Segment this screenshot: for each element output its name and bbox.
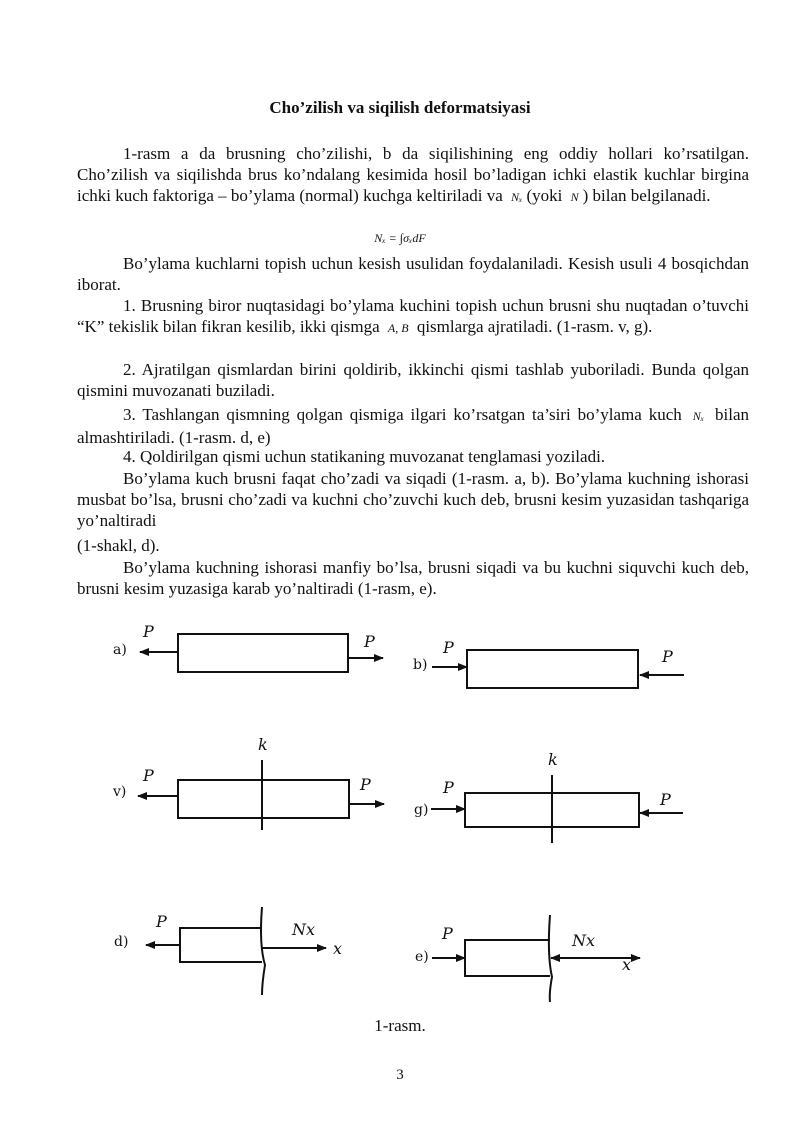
step-1-text-b: qismlarga ajratiladi. (1-rasm. v, g). (416, 317, 653, 336)
cut-line-d (261, 907, 265, 995)
paragraph-step-3 (77, 404, 749, 448)
bar-b (467, 650, 638, 688)
figure-bar-diagrams (0, 615, 800, 1015)
paragraph-step-4: 4. Qoldirilgan qismi uchun statikaning muvozanat tenglamasi yoziladi. (123, 447, 606, 466)
paragraph-intro-text-a: 1-rasm a da brusning cho’zilishi, b da siqilishining eng oddiy hollari ko’rsatilgan. Cho’zilish va siqilishda brus ko’ndalang kesimida hosil bo’ladigan ichki elastik kuchlar birgina ichki kuch faktoriga – bo’ylama (normal) kuchga keltiriladi va (77, 144, 749, 205)
force-label-e: P (442, 924, 453, 943)
force-label-v2: P (360, 775, 371, 794)
step-3-text-b: bilan almashtiriladi. (1-rasm. d, e) (77, 405, 750, 447)
label-e: e) (415, 949, 429, 965)
force-label-b1: P (443, 638, 454, 657)
label-b: b) (413, 657, 428, 673)
diagram-e (432, 915, 640, 1002)
paragraph-step-2: 2. Ajratilgan qismlardan birini qoldirib, ikkinchi qismi tashlab yuboriladi. Bunda qolgan qismini muvozanati buziladi. (77, 360, 749, 400)
symbol-nx: Nₓ (511, 190, 523, 204)
bar-e (465, 940, 550, 976)
label-v: v) (113, 784, 127, 800)
normal-force-label-e: Nx (572, 931, 596, 950)
paragraph-compression: Bo’ylama kuchning ishorasi manfiy bo’lsa, brusni siqadi va bu kuchni siquvchi kuch deb, brusni kesim yuzasiga karab yo’naltiradi (1-rasm, e). (77, 558, 749, 598)
diagram-a (140, 634, 383, 672)
axis-label-e: x (622, 955, 632, 974)
paragraph-intro-text-c: ) bilan belgilanadi. (582, 186, 711, 205)
paragraph-intro-text-b: (yoki (526, 186, 563, 205)
label-a: a) (113, 642, 127, 658)
symbol-ab: A, B (387, 321, 409, 335)
force-label-g2: P (660, 790, 671, 809)
step-3-text-a: 3. Tashlangan qismning qolgan qismiga ilgari ko’rsatgan ta’siri bo’ylama kuch (123, 405, 682, 424)
symbol-nx-2: Nₓ (692, 409, 705, 423)
bar-a (178, 634, 348, 672)
label-g: g) (414, 802, 429, 818)
paragraph-method: Bo’ylama kuchlarni topish uchun kesish usulidan foydalaniladi. Kesish usuli 4 bosqichdan iborat. (77, 254, 749, 294)
bar-v (178, 780, 349, 818)
page-number: 3 (396, 1067, 404, 1083)
formula-nx: Nₓ = ∫σₓdF (374, 231, 426, 245)
section-title: Cho’zilish va siqilish deformatsiyasi (269, 98, 531, 117)
figure-caption: 1-rasm. (374, 1016, 426, 1035)
diagram-g (431, 775, 683, 843)
paragraph-step-1 (77, 295, 749, 339)
axis-label-d: x (333, 939, 343, 958)
force-label-a1: P (143, 622, 154, 641)
paragraph-tension-ref: (1-shakl, d). (77, 536, 160, 555)
label-d: d) (114, 934, 129, 950)
symbol-n: N (570, 190, 579, 204)
normal-force-label-d: Nx (292, 920, 316, 939)
diagram-v (138, 760, 384, 830)
force-label-g1: P (443, 778, 454, 797)
bar-d (180, 928, 262, 962)
force-label-d: P (156, 912, 167, 931)
paragraph-tension: Bo’ylama kuch brusni faqat cho’zadi va siqadi (1-rasm. a, b). Bo’ylama kuchning ishorasi musbat bo’lsa, brusni cho’zadi va kuchni cho’zuvchi kuch deb, brusni kesim yuzasidan tashqariga yo’naltiradi (77, 469, 749, 530)
diagram-b (432, 650, 684, 688)
force-label-b2: P (662, 647, 673, 666)
section-label-g: k (548, 750, 558, 769)
force-label-v1: P (143, 766, 154, 785)
force-label-a2: P (364, 632, 375, 651)
step-1-text-a: 1. Brusning biror nuqtasidagi bo’ylama kuchini topish uchun brusni shu nuqtadan o’tuvchi “K” tekislik bilan fikran kesilib, ikki qismga (77, 296, 749, 336)
paragraph-intro (77, 143, 749, 208)
section-label-v: k (258, 735, 268, 754)
